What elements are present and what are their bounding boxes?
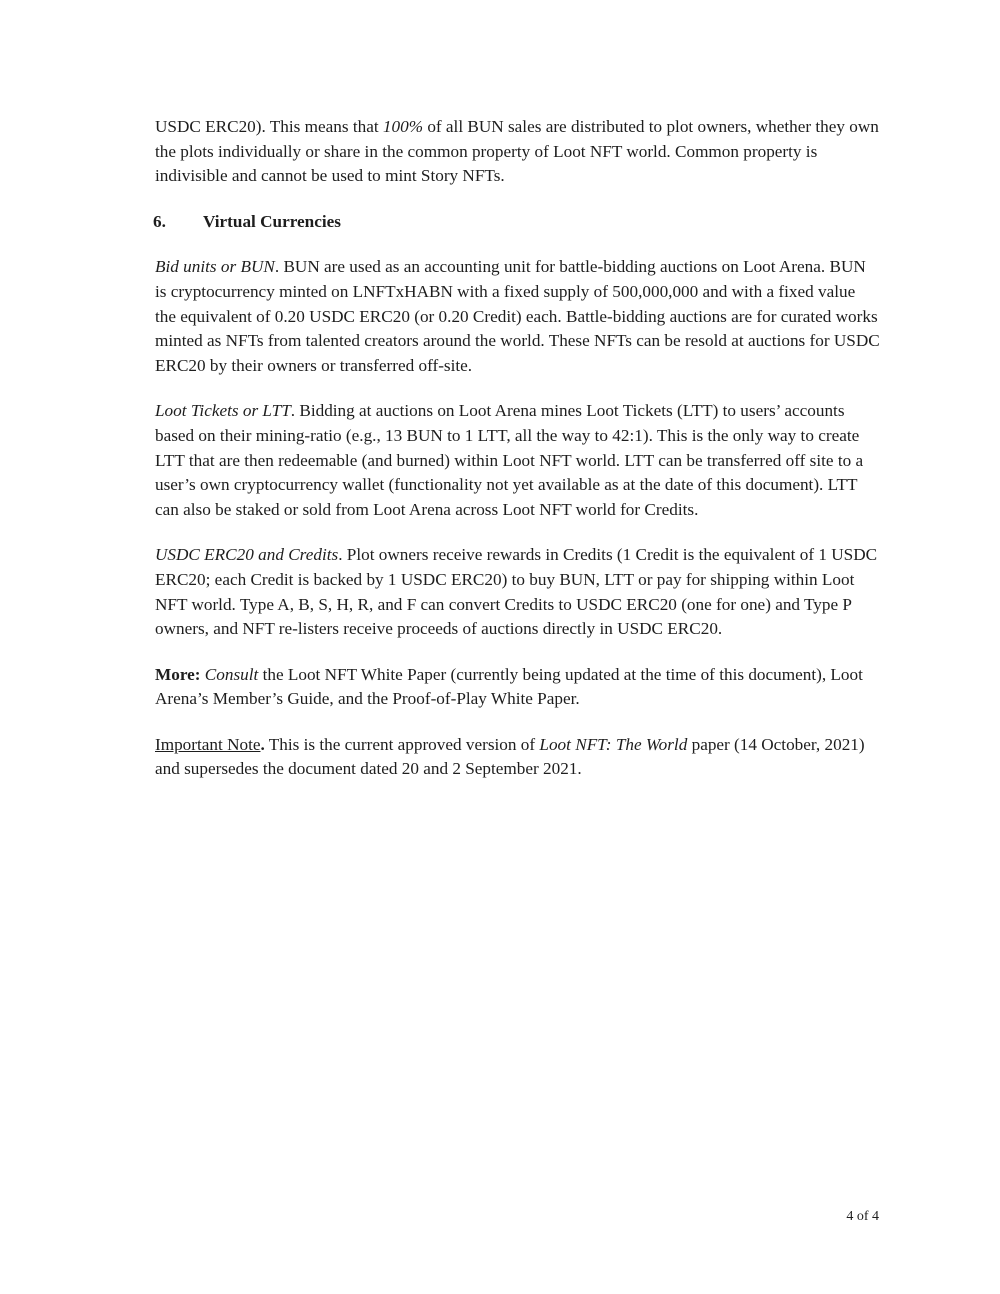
usdc-text: . Plot owners receive rewards in Credits (1 Credit is the equivalent of 1 USDC ERC20; each Credit is backed by 1 USDC ERC20) to buy BUN, LTT or pay for shipping within Loot NFT world. Type A, B, S, H, R, and F can convert Credits to USDC ERC20 (one for one) and Type P owners, and NFT re-listers receive proceeds of auctions directly in USDC ERC20. xyxy=(155,545,878,639)
note-text-a: This is the current approved version of xyxy=(264,734,540,754)
note-label: Important Note xyxy=(155,734,261,754)
section-heading xyxy=(155,210,880,235)
note-dot: . xyxy=(260,734,265,754)
intro-text-a: USDC ERC20). This means that xyxy=(155,117,383,136)
ltt-paragraph xyxy=(155,399,880,522)
note-text-b: paper (14 October, 2021) and supersedes the document dated 20 and 2 September 2021. xyxy=(155,734,865,779)
more-verb: Consult xyxy=(204,664,259,684)
more-label: More: xyxy=(155,664,201,684)
intro-text-c: of all BUN sales are distributed to plot owners, whether they own the plots individually or share in the common property of Loot NFT world. Common property is indivisible and cannot be used to mint Story NFTs. xyxy=(155,117,879,186)
usdc-paragraph xyxy=(155,543,880,641)
intro-percent: 100% xyxy=(382,117,424,136)
ltt-term: Loot Tickets or LTT xyxy=(155,401,291,421)
document-body xyxy=(155,115,880,803)
section-number: 6. xyxy=(153,211,166,231)
usdc-term: USDC ERC20 and Credits xyxy=(155,545,339,565)
more-paragraph xyxy=(155,663,880,712)
section-title: Virtual Currencies xyxy=(203,211,341,231)
note-paragraph xyxy=(155,733,880,782)
bun-term: Bid units or BUN xyxy=(155,257,275,277)
bun-text: . BUN are used as an accounting unit for battle-bidding auctions on Loot Arena. BUN is cryptocurrency minted on LNFTxHABN with a fixed supply of 500,000,000 and with a fixed value the equivalent of 0.20 USDC ERC20 (or 0.20 Credit) each. Battle-bidding auctions are for curated works minted as NFTs from talented creators around the world. These NFTs can be resold at auctions for USDC ERC20 by their owners or transferred off-site. xyxy=(155,257,880,375)
intro-paragraph xyxy=(155,115,880,189)
note-title: Loot NFT: The World xyxy=(539,734,688,754)
page-number: 4 of 4 xyxy=(846,1209,879,1224)
bun-paragraph xyxy=(155,255,880,378)
more-text: the Loot NFT White Paper (currently being updated at the time of this document), Loot Arena’s Member’s Guide, and the Proof-of-Play White Paper. xyxy=(155,664,863,709)
ltt-text: . Bidding at auctions on Loot Arena mines Loot Tickets (LTT) to users’ accounts based on their mining-ratio (e.g., 13 BUN to 1 LTT, all the way to 42:1). This is the only way to create LTT that are then redeemable (and burned) within Loot NFT world. LTT can be transferred off site to a user’s own cryptocurrency wallet (functionality not yet available as at the date of this document). LTT can also be staked or sold from Loot Arena across Loot NFT world for Credits. xyxy=(155,401,864,519)
